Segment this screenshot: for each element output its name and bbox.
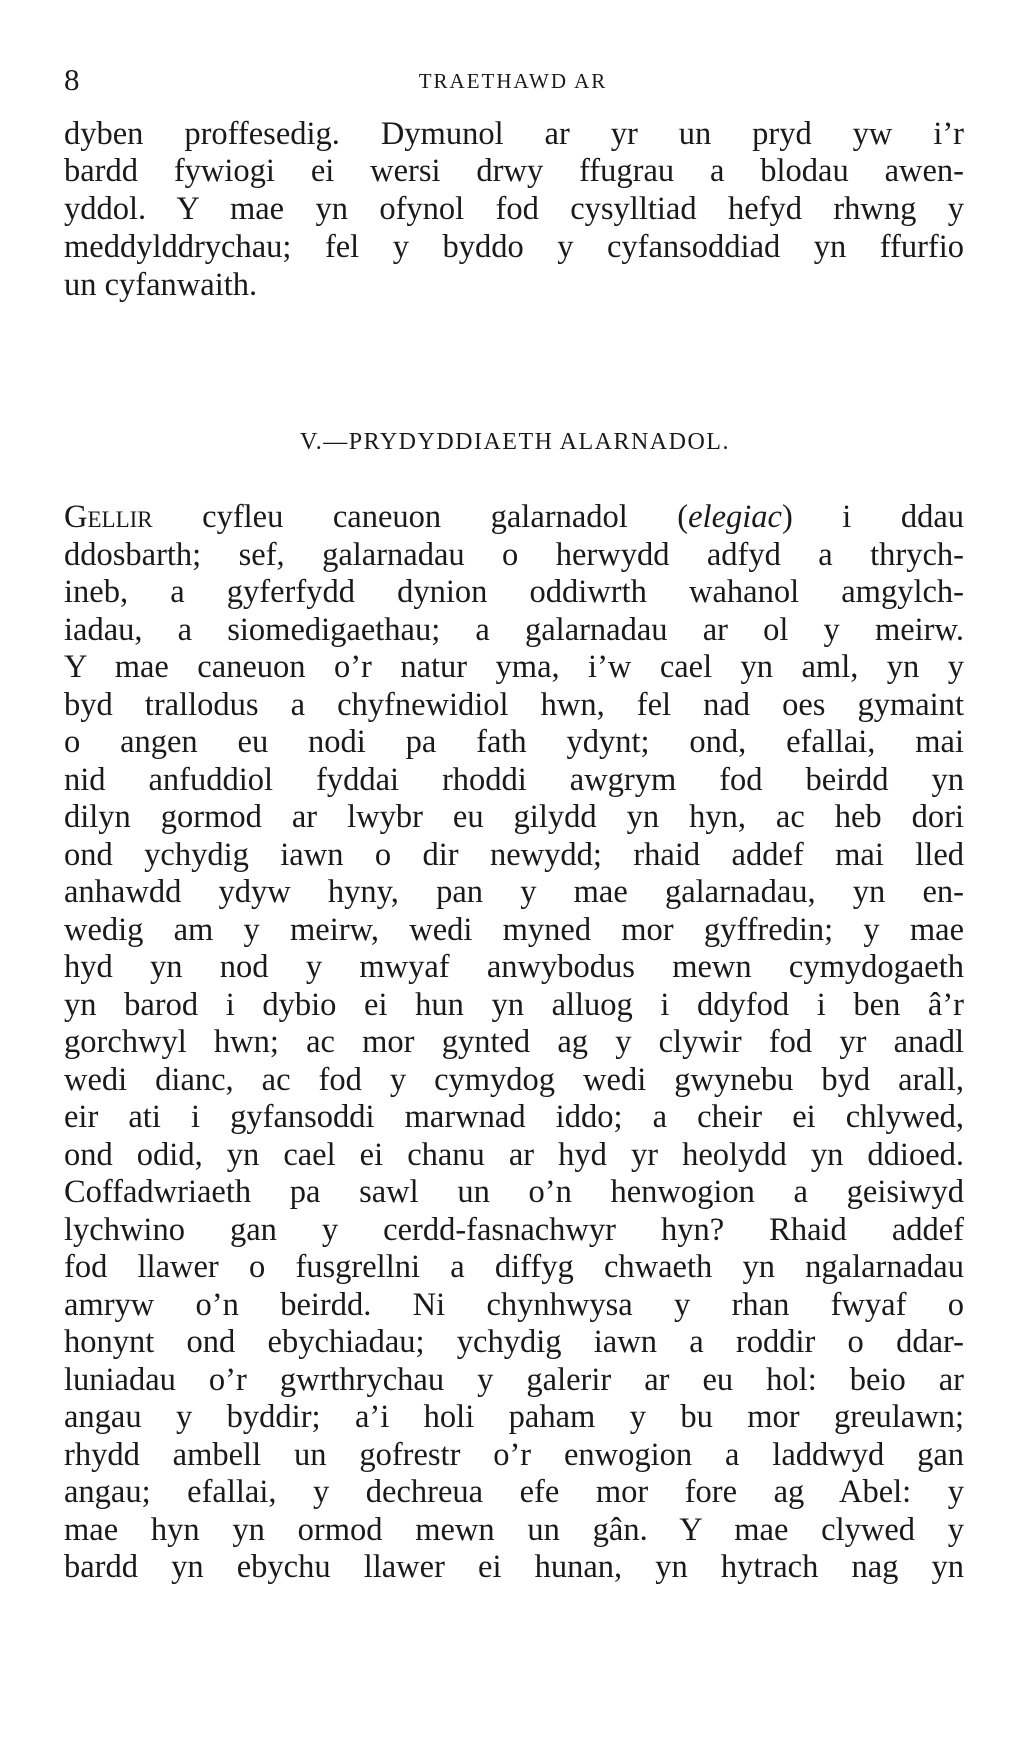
text-line: dilyn gormod ar lwybr eu gilydd yn hyn, ac heb dori <box>64 799 964 835</box>
text-line: nid anfuddiol fyddai rhoddi awgrym fod beirdd yn <box>64 762 964 798</box>
text-line: ineb, a gyferfydd dynion oddiwrth wahanol amgylch- <box>64 574 964 610</box>
text-line: fod llawer o fusgrellni a diffyg chwaeth yn ngalarnadau <box>64 1249 964 1285</box>
text-line: wedig am y meirw, wedi myned mor gyffredin; y mae <box>64 912 964 948</box>
text-line: meddylddrychau; fel y byddo y cyfansoddiad yn ffurfio <box>64 229 964 265</box>
running-head <box>62 62 964 98</box>
text-line: anhawdd ydyw hyny, pan y mae galarnadau, yn en- <box>64 874 964 910</box>
text-line: dyben proffesedig. Dymunol ar yr un pryd yw i’r <box>64 116 964 152</box>
first-line-text-a: cyfleu caneuon galarnadol ( <box>202 499 689 535</box>
first-line-italic: elegiac <box>688 499 782 535</box>
first-line-text-b: ) i ddau <box>781 499 965 535</box>
text-line: byd trallodus a chyfnewidiol hwn, fel nad oes gymaint <box>64 687 964 723</box>
section-heading: V.—PRYDYDDIAETH ALARNADOL. <box>300 429 730 455</box>
text-line: Y mae caneuon o’r natur yma, i’w cael yn aml, yn y <box>64 649 964 685</box>
text-line: bardd yn ebychu llawer ei hunan, yn hytrach nag yn <box>64 1549 964 1585</box>
text-line: luniadau o’r gwrthrychau y galerir ar eu hol: beio ar <box>64 1362 964 1398</box>
text-line: rhydd ambell un gofrestr o’r enwogion a laddwyd gan <box>64 1437 964 1473</box>
page-number: 8 <box>64 62 80 97</box>
text-line: o angen eu nodi pa fath ydynt; ond, efallai, mai <box>64 724 964 760</box>
text-line: ond odid, yn cael ei chanu ar hyd yr heolydd yn ddioed. <box>64 1137 964 1173</box>
text-line: bardd fywiogi ei wersi drwy ffugrau a blodau awen- <box>64 153 964 189</box>
text-line: gorchwyl hwn; ac mor gynted ag y clywir fod yr anadl <box>64 1024 964 1060</box>
text-line: iadau, a siomedigaethau; a galarnadau ar ol y meirw. <box>64 612 964 648</box>
text-line: honynt ond ebychiadau; ychydig iawn a roddir o ddar- <box>64 1324 964 1360</box>
lead-word: Gellir <box>64 499 153 535</box>
text-line: hyd yn nod y mwyaf anwybodus mewn cymydogaeth <box>64 949 964 985</box>
text-line: ond ychydig iawn o dir newydd; rhaid addef mai lled <box>64 837 964 873</box>
running-title: TRAETHAWD AR <box>418 69 608 93</box>
text-line: angau y byddir; a’i holi paham y bu mor greulawn; <box>64 1399 964 1435</box>
text-line: un cyfanwaith. <box>64 267 258 303</box>
text-line: ddosbarth; sef, galarnadau o herwydd adfyd a thrych- <box>64 537 964 573</box>
text-line: mae hyn yn ormod mewn un gân. Y mae clywed y <box>64 1512 964 1548</box>
text-line: wedi dianc, ac fod y cymydog wedi gwynebu byd arall, <box>64 1062 964 1098</box>
text-line-first <box>64 497 964 537</box>
text-line: yddol. Y mae yn ofynol fod cysylltiad hefyd rhwng y <box>64 191 964 227</box>
text-line: Coffadwriaeth pa sawl un o’n henwogion a geisiwyd <box>64 1174 964 1210</box>
text-line: lychwino gan y cerdd-fasnachwyr hyn? Rhaid addef <box>64 1212 964 1248</box>
text-line: yn barod i dybio ei hun yn alluog i ddyfod i ben â’r <box>64 987 964 1023</box>
text-line: eir ati i gyfansoddi marwnad iddo; a cheir ei chlywed, <box>64 1099 964 1135</box>
text-line: amryw o’n beirdd. Ni chynhwysa y rhan fwyaf o <box>64 1287 964 1323</box>
text-line: angau; efallai, y dechreua efe mor fore ag Abel: y <box>64 1474 964 1510</box>
